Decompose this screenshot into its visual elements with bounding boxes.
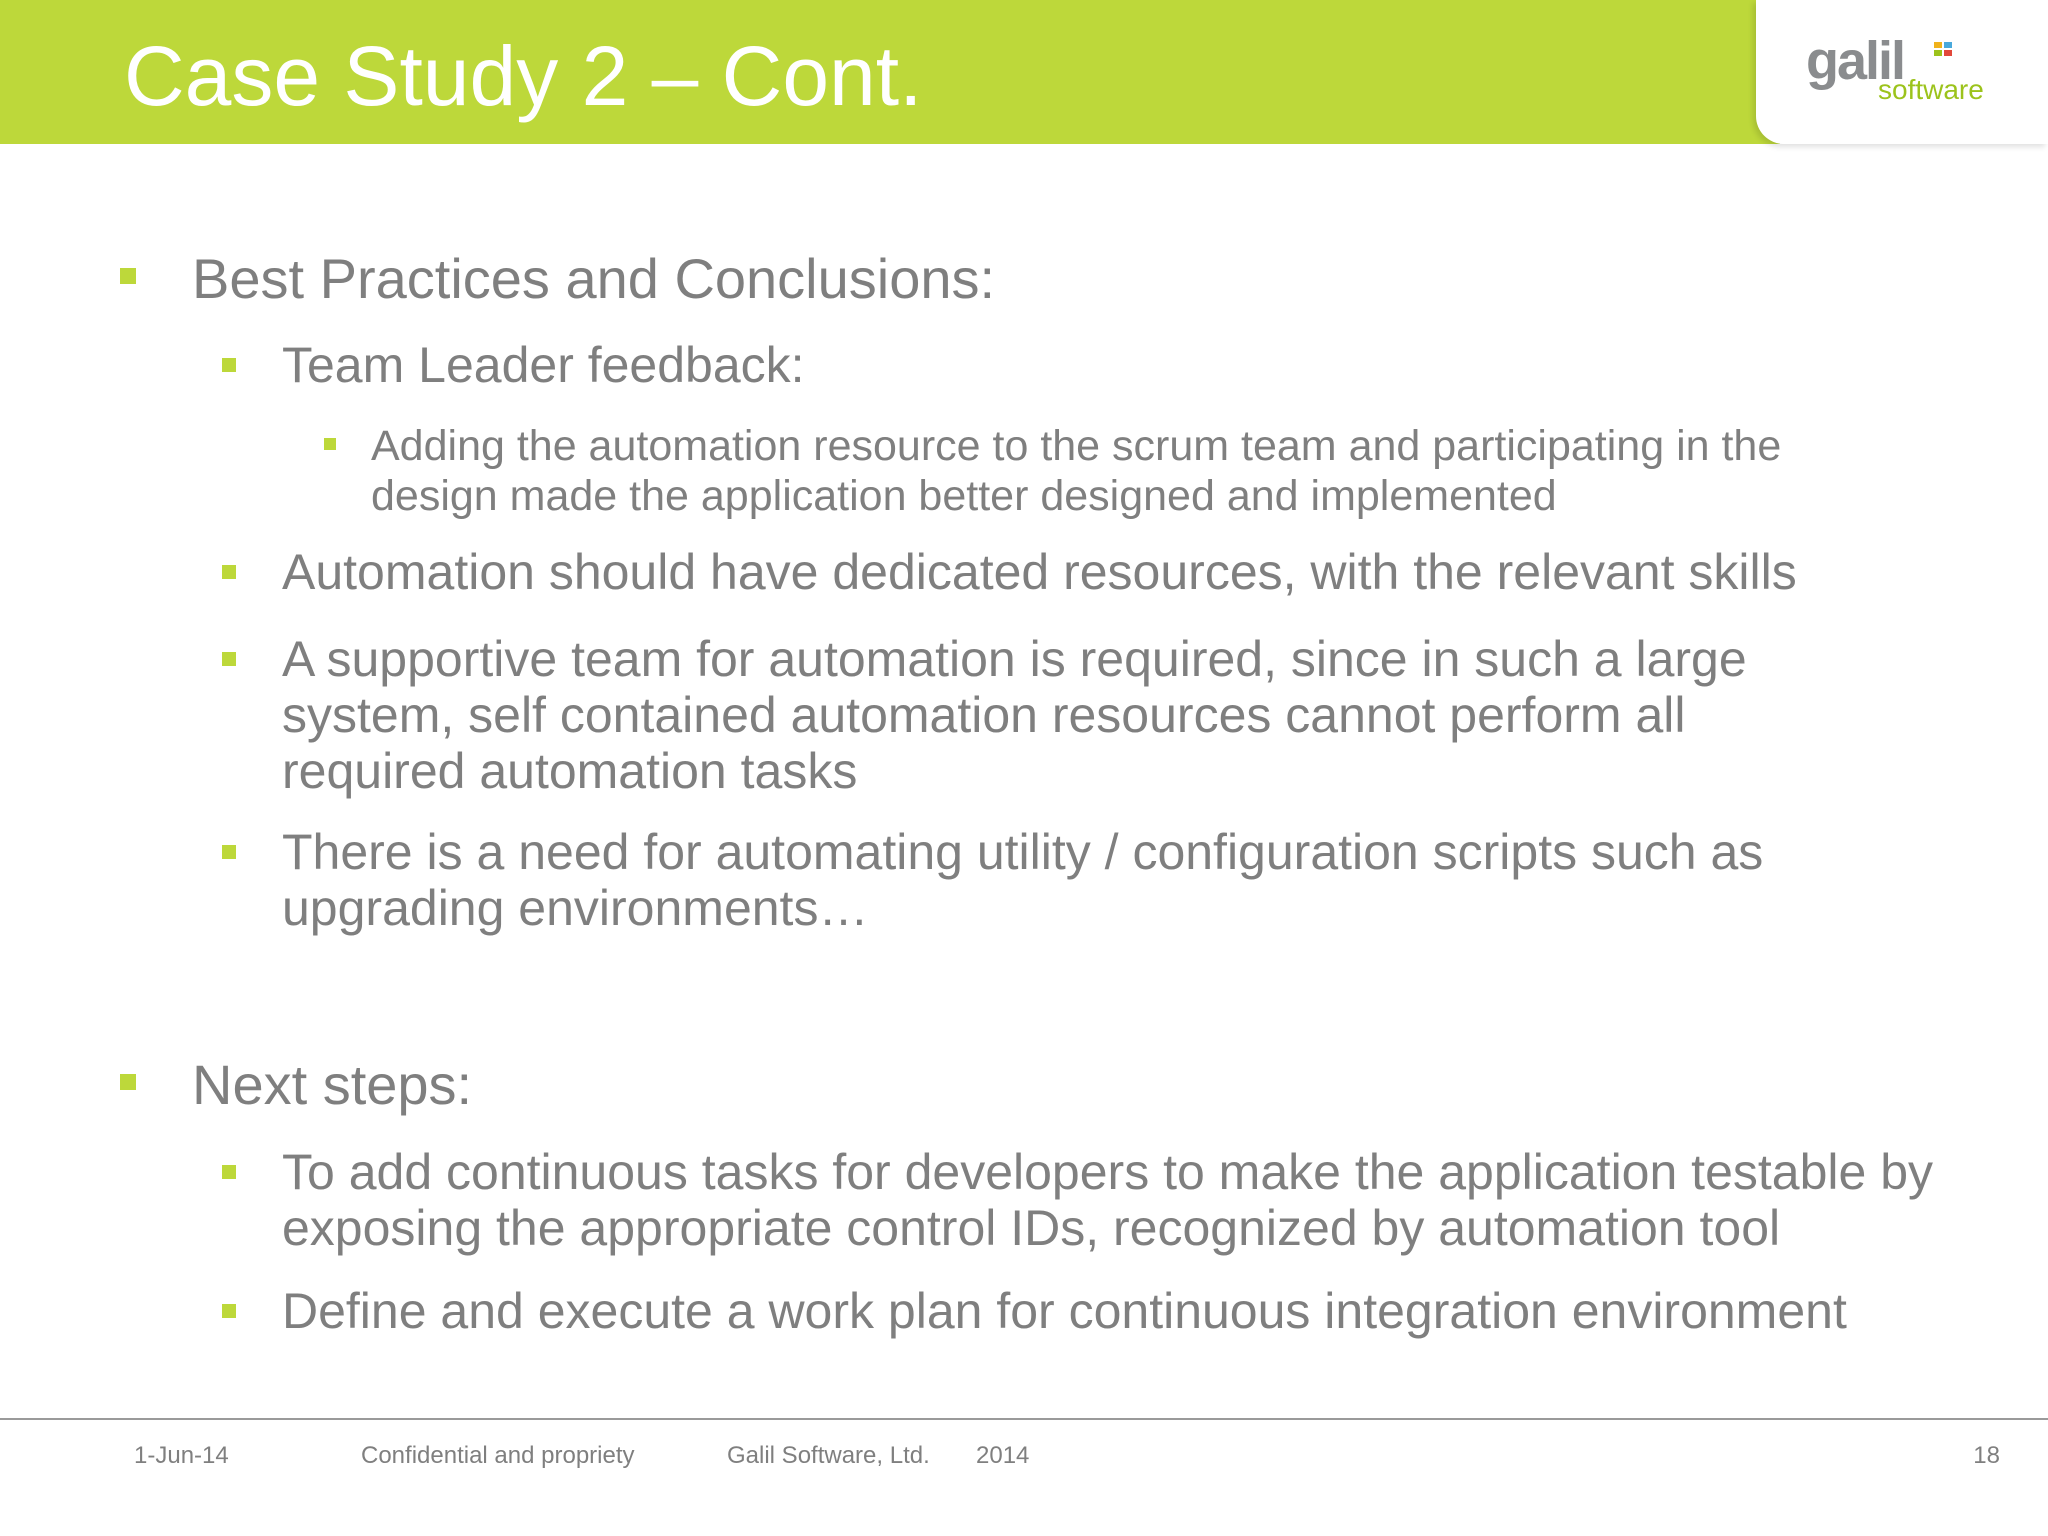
- bullet-square-icon: [222, 358, 236, 372]
- list-item: Automation should have dedicated resources, with the relevant skills: [282, 544, 1797, 600]
- section-heading: Best Practices and Conclusions:: [192, 247, 996, 310]
- list-item: There is a need for automating utility / configuration scripts such as upgrading environments…: [282, 824, 1764, 936]
- footer-page-number: 18: [1973, 1442, 2000, 1469]
- bullet-square-icon: [222, 845, 236, 859]
- bullet-square-icon: [120, 268, 136, 284]
- bullet-square-icon: [222, 1304, 236, 1318]
- footer-divider: [0, 1418, 2048, 1420]
- logo-main-text: galil: [1806, 31, 1905, 91]
- list-item: Define and execute a work plan for continuous integration environment: [282, 1283, 1847, 1339]
- bullet-square-icon: [222, 652, 236, 666]
- list-item: Team Leader feedback:: [282, 337, 805, 393]
- footer-company: Galil Software, Ltd.: [727, 1442, 930, 1469]
- footer-confidential: Confidential and propriety: [361, 1442, 635, 1469]
- bullet-square-icon: [222, 565, 236, 579]
- list-item: To add continuous tasks for developers to make the application testable by exposing the appropriate control IDs, recognized by automation tool: [282, 1144, 1934, 1256]
- bullet-square-icon: [120, 1074, 136, 1090]
- list-item: A supportive team for automation is required, since in such a large system, self contained automation resources cannot perform all required automation tasks: [282, 631, 1747, 799]
- logo-sub-text: software: [1878, 74, 1984, 105]
- footer-date: 1-Jun-14: [134, 1442, 229, 1469]
- sub-list-item: Adding the automation resource to the scrum team and participating in the design made the application better designed and implemented: [371, 422, 1782, 520]
- section-heading: Next steps:: [192, 1053, 473, 1116]
- slide-title: Case Study 2 – Cont.: [124, 29, 923, 123]
- bullet-square-icon: [222, 1165, 236, 1179]
- footer-year: 2014: [976, 1442, 1030, 1469]
- bullet-square-icon: [324, 438, 336, 450]
